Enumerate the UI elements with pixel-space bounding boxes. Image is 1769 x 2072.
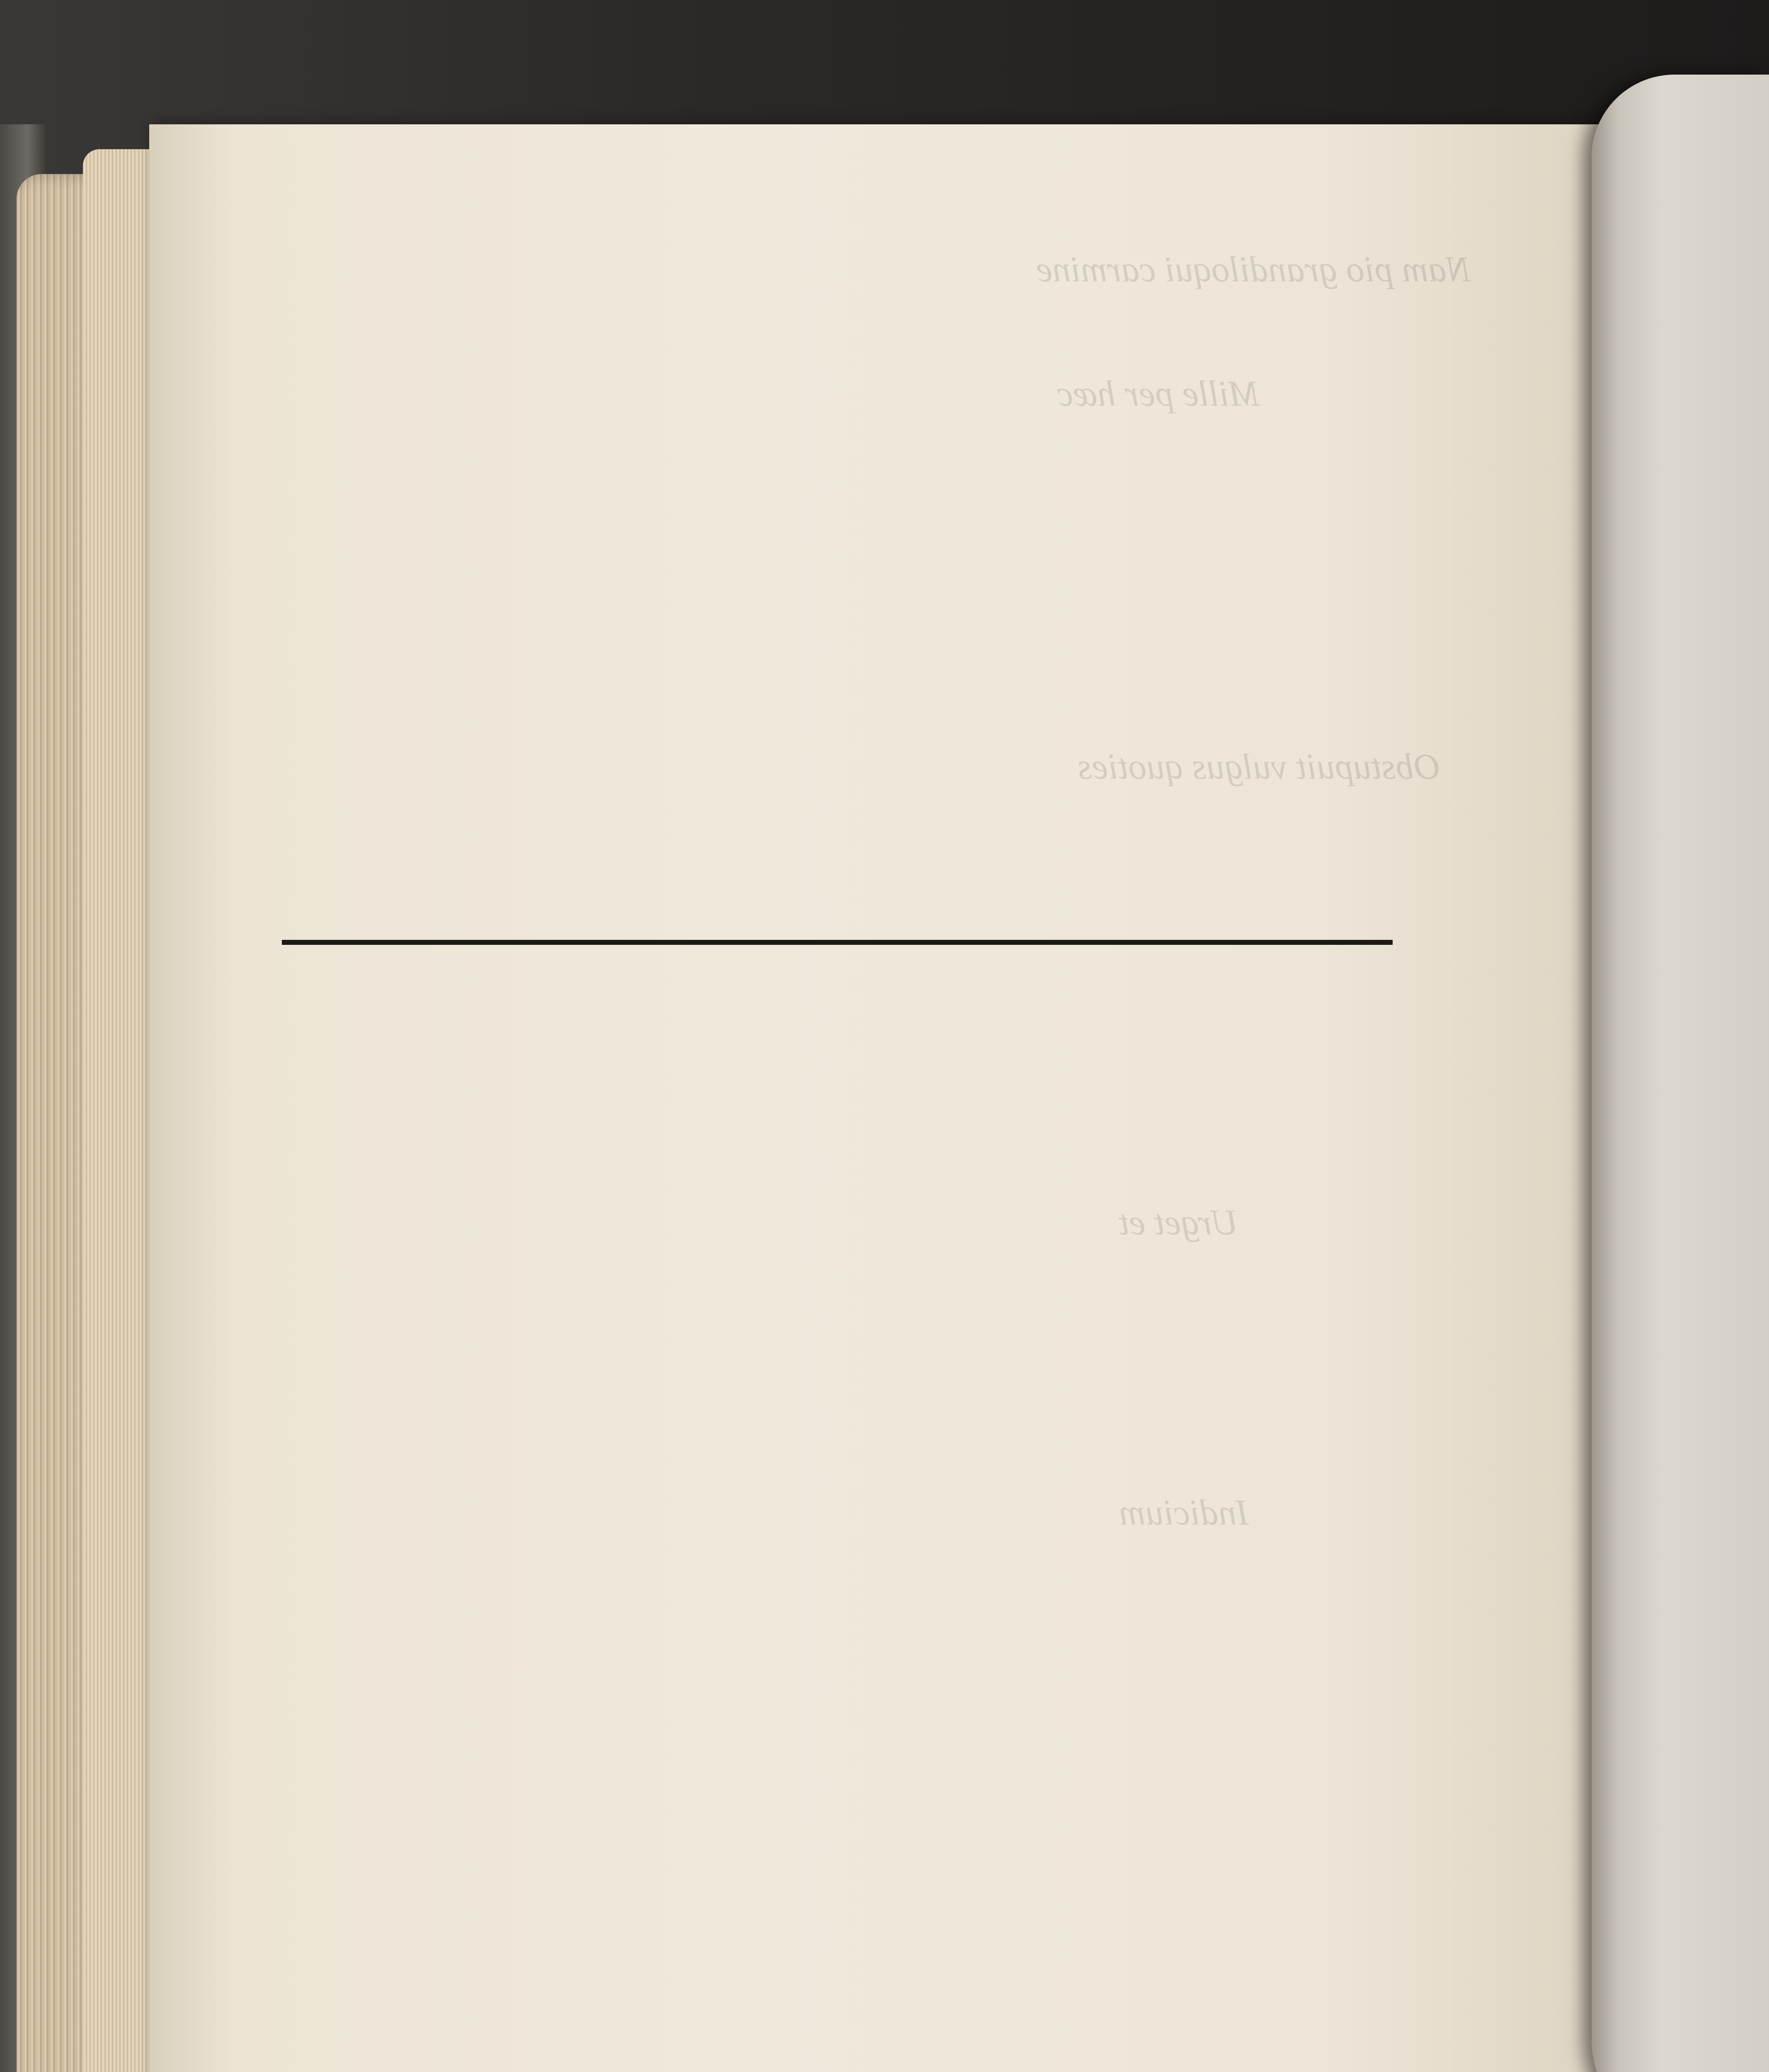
facing-page [1592,75,1769,2072]
drop-cap-initial [265,990,365,1214]
book-page [149,124,1612,2072]
horizontal-rule [282,940,1393,945]
